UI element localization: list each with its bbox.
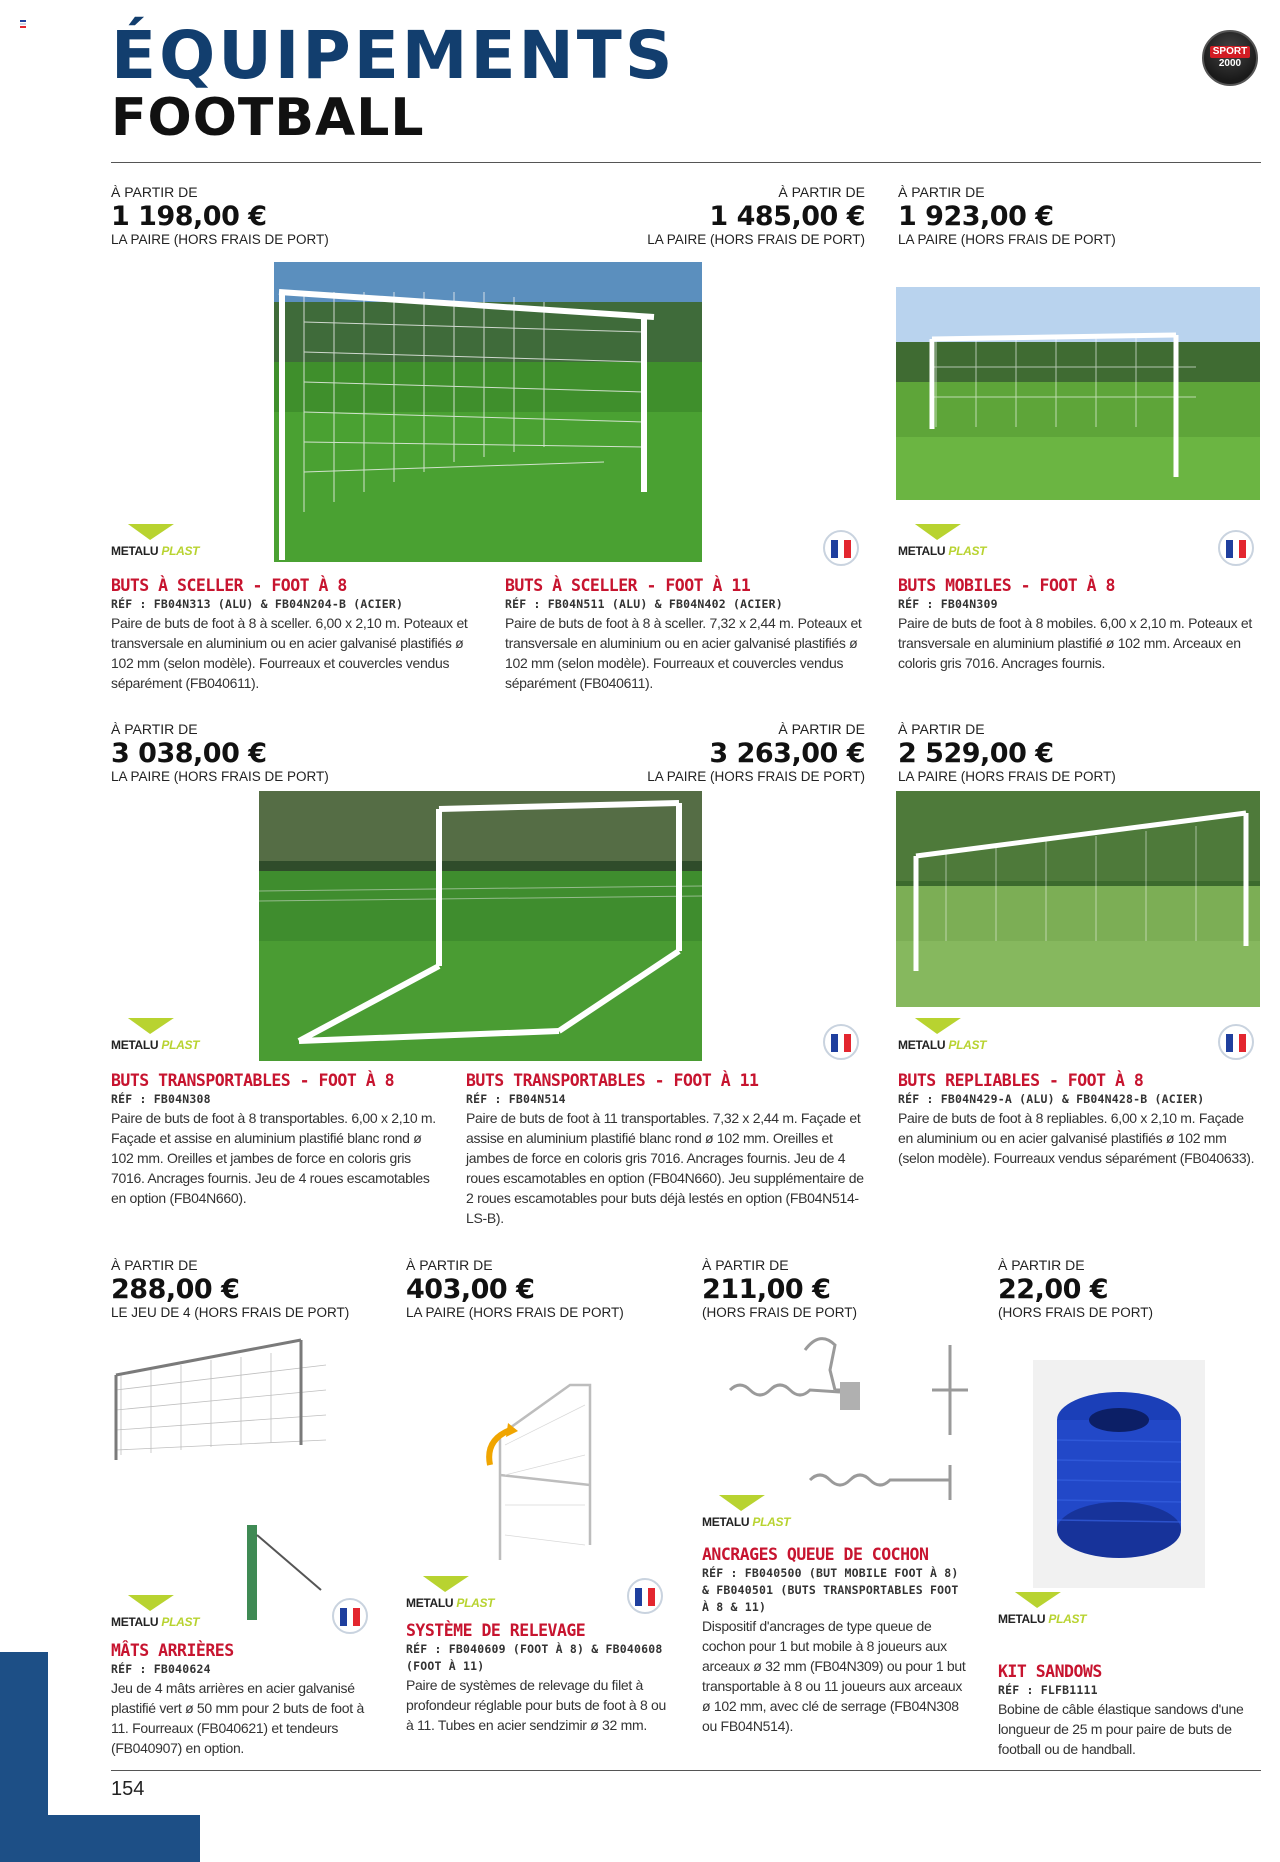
product-card [898,575,1260,673]
metalu-plast-logo [406,1576,495,1616]
product-name: SYSTÈME DE RELEVAGE [406,1621,586,1640]
metalu-plast-logo [998,1592,1087,1632]
brand-name: METALU [111,544,159,558]
price-from: À PARTIR DE [111,184,198,200]
product-description: Paire de buts de foot à 8 à sceller. 7,32 x 2,44 m. Poteaux et transversale en aluminium ou en acier galvanisé plastifiés ø 102 mm (selon modèle). Fourreaux et couvercles vendus séparément (FB040611). [505,615,862,691]
brand-name: METALU [111,1615,159,1629]
made-in-france-flag-icon [627,1578,663,1614]
metalu-chevron-icon [1009,1592,1061,1608]
lifting-system-illustration [480,1345,690,1580]
price-amount: 2 529,00 € [898,738,1054,769]
product-description: Paire de buts de foot à 8 à sceller. 6,00 x 2,10 m. Poteaux et transversale en aluminium ou en acier galvanisé plastifiés ø 102 mm (selon modèle). Fourreaux et couvercles vendus séparément (FB040611). [111,615,468,691]
price-block [111,1257,349,1321]
price-block [406,1257,624,1321]
price-unit: (HORS FRAIS DE PORT) [702,1305,858,1320]
logo-line-1: SPORT [1210,46,1250,58]
product-ref: RÉF : FB04N313 (ALU) & FB04N204-B (ACIER) [111,597,404,611]
product-description: Paire de buts de foot à 8 repliables. 6,00 x 2,10 m. Façade en aluminium ou en acier galvanisé plastifiés ø 102 mm (selon modèle). Fourreaux vendus séparément (FB040633). [898,1110,1255,1166]
product-name: BUTS MOBILES - FOOT À 8 [898,576,1115,595]
product-name: KIT SANDOWS [998,1662,1102,1681]
price-from: À PARTIR DE [898,721,985,737]
product-card [111,1070,441,1208]
brand-name-accent: PLAST [456,1596,495,1610]
goal-photo [259,791,702,1061]
price-amount: 403,00 € [406,1274,535,1305]
price-block [898,184,1116,248]
product-name: BUTS TRANSPORTABLES - FOOT À 8 [111,1071,395,1090]
metalu-plast-logo [111,1595,200,1635]
metalu-chevron-icon [122,1595,174,1611]
made-in-france-flag-icon [823,1024,859,1060]
price-amount: 3 038,00 € [111,738,267,769]
price-unit: LA PAIRE (HORS FRAIS DE PORT) [647,232,865,247]
price-from: À PARTIR DE [111,721,198,737]
product-name: BUTS TRANSPORTABLES - FOOT À 11 [466,1071,759,1090]
metalu-plast-logo [111,1018,200,1058]
price-unit: LA PAIRE (HORS FRAIS DE PORT) [898,769,1116,784]
brand-name-accent: PLAST [1048,1612,1087,1626]
metalu-chevron-icon [417,1576,469,1592]
logo-line-2: 2000 [1218,58,1242,69]
footer-divider [111,1770,1261,1771]
brand-name: METALU [702,1515,750,1529]
price-amount: 22,00 € [998,1274,1109,1305]
price-block [111,184,329,248]
metalu-chevron-icon [122,524,174,540]
price-amount: 1 485,00 € [709,201,865,232]
price-block [702,1257,857,1321]
header-divider [111,162,1261,163]
brand-name-accent: PLAST [752,1515,791,1529]
corner-flag-mark [20,20,26,29]
price-unit: LA PAIRE (HORS FRAIS DE PORT) [406,1305,624,1320]
brand-name-accent: PLAST [948,1038,987,1052]
brand-name-accent: PLAST [948,544,987,558]
footer-accent-band [0,1815,200,1862]
product-ref: RÉF : FB04N514 [466,1092,566,1106]
goal-photo [896,287,1260,500]
price-amount: 1 923,00 € [898,201,1054,232]
sandows-coil-photo [1033,1360,1205,1588]
price-amount: 3 263,00 € [709,738,865,769]
page-subtitle: FOOTBALL [111,88,425,148]
brand-name-accent: PLAST [161,544,200,558]
price-unit: (HORS FRAIS DE PORT) [998,1305,1154,1320]
product-card [505,575,867,693]
brand-name-accent: PLAST [161,1038,200,1052]
brand-name: METALU [406,1596,454,1610]
price-amount: 288,00 € [111,1274,240,1305]
product-name: ANCRAGES QUEUE DE COCHON [702,1545,929,1564]
product-description: Dispositif d'ancrages de type queue de cochon pour 1 but mobile à 8 joueurs aux arceaux ø 32 mm (FB04N309) ou pour 1 but transportable à 8 ou 11 joueurs aux arceaux ø 102 mm, avec clé de serrage (FB04N308 ou FB04N514). [702,1618,966,1734]
metalu-plast-logo [898,1018,987,1058]
price-from: À PARTIR DE [406,1257,493,1273]
metalu-chevron-icon [122,1018,174,1034]
product-ref: RÉF : FB04N309 [898,597,998,611]
price-from: À PARTIR DE [998,1257,1085,1273]
metalu-plast-logo [111,524,200,564]
brand-name: METALU [898,544,946,558]
price-amount: 211,00 € [702,1274,831,1305]
metalu-chevron-icon [713,1495,765,1511]
price-unit: LE JEU DE 4 (HORS FRAIS DE PORT) [111,1305,350,1320]
made-in-france-flag-icon [1218,1024,1254,1060]
page-number: 154 [111,1778,145,1800]
product-name: BUTS À SCELLER - FOOT À 11 [505,576,751,595]
made-in-france-flag-icon [332,1598,368,1634]
price-block [898,721,1116,785]
product-card [111,575,476,693]
brand-name-accent: PLAST [161,1615,200,1629]
anchor-illustration [710,1330,980,1515]
product-description: Paire de buts de foot à 8 transportables. 6,00 x 2,10 m. Façade et assise en aluminium plastifié blanc rond ø 102 mm. Oreilles et jambes de force en coloris gris 7016. Ancrages fournis. Jeu de 4 roues escamotables en option (FB04N660). [111,1110,436,1206]
goal-photo [896,791,1260,1007]
product-name: BUTS REPLIABLES - FOOT À 8 [898,1071,1144,1090]
product-name: BUTS À SCELLER - FOOT À 8 [111,576,347,595]
page-title: ÉQUIPEMENTS [111,17,676,94]
price-from: À PARTIR DE [702,1257,789,1273]
product-ref: RÉF : FB040624 [111,1662,211,1676]
product-card [406,1620,676,1735]
metalu-chevron-icon [909,1018,961,1034]
price-from: À PARTIR DE [778,721,865,737]
price-from: À PARTIR DE [778,184,865,200]
made-in-france-flag-icon [823,530,859,566]
product-ref: RÉF : FB040500 (BUT MOBILE FOOT À 8) & FB040501 (BUTS TRANSPORTABLES FOOT À 8 & 11) [702,1566,959,1614]
product-description: Jeu de 4 mâts arrières en acier galvanisé plastifié vert ø 50 mm pour 2 buts de foot à 11. Fourreaux (FB040621) et tendeurs (FB040907) en option. [111,1680,364,1756]
goal-photo [274,262,702,562]
price-block [560,184,865,248]
sport2000-logo [1202,30,1258,86]
product-name: MÂTS ARRIÈRES [111,1641,234,1660]
product-description: Paire de systèmes de relevage du filet à profondeur réglable pour buts de foot à 8 ou à 11. Tubes en acier sendzimir ø 32 mm. [406,1677,666,1733]
product-ref: RÉF : FB040609 (FOOT À 8) & FB040608 (FOOT À 11) [406,1642,663,1673]
brand-name: METALU [898,1038,946,1052]
price-amount: 1 198,00 € [111,201,267,232]
price-from: À PARTIR DE [898,184,985,200]
product-ref: RÉF : FLFB1111 [998,1683,1098,1697]
price-unit: LA PAIRE (HORS FRAIS DE PORT) [111,232,329,247]
product-card [466,1070,871,1228]
metalu-plast-logo [898,524,987,564]
product-description: Paire de buts de foot à 8 mobiles. 6,00 x 2,10 m. Poteaux et transversale en aluminium plastifié ø 102 mm. Arceaux en coloris gris 7016. Ancrages fournis. [898,615,1253,671]
metalu-chevron-icon [909,524,961,540]
brand-name: METALU [998,1612,1046,1626]
metalu-plast-logo [702,1495,791,1535]
product-card [702,1544,972,1736]
price-unit: LA PAIRE (HORS FRAIS DE PORT) [898,232,1116,247]
price-unit: LA PAIRE (HORS FRAIS DE PORT) [647,769,865,784]
product-card [998,1661,1260,1759]
brand-name: METALU [111,1038,159,1052]
product-description: Paire de buts de foot à 11 transportables. 7,32 x 2,44 m. Façade et assise en aluminium plastifié blanc rond ø 102 mm. Oreilles et jambes de force en coloris gris 7016. Ancrages fournis. Jeu de 4 roues escamotables en option (FB04N660). Jeu supplémentaire de 2 roues escamotables pour buts déjà lestés en option (FB04N514-LS-B). [466,1110,864,1226]
price-from: À PARTIR DE [111,1257,198,1273]
product-card [111,1640,381,1758]
price-unit: LA PAIRE (HORS FRAIS DE PORT) [111,769,329,784]
price-block [111,721,329,785]
made-in-france-flag-icon [1218,530,1254,566]
product-ref: RÉF : FB04N308 [111,1092,211,1106]
product-ref: RÉF : FB04N511 (ALU) & FB04N402 (ACIER) [505,597,783,611]
price-block [560,721,865,785]
rear-masts-illustration [111,1335,341,1620]
product-description: Bobine de câble élastique sandows d'une longueur de 25 m pour paire de buts de football ou de handball. [998,1701,1244,1757]
product-ref: RÉF : FB04N429-A (ALU) & FB04N428-B (ACIER) [898,1092,1205,1106]
product-card [898,1070,1260,1168]
price-block [998,1257,1153,1321]
